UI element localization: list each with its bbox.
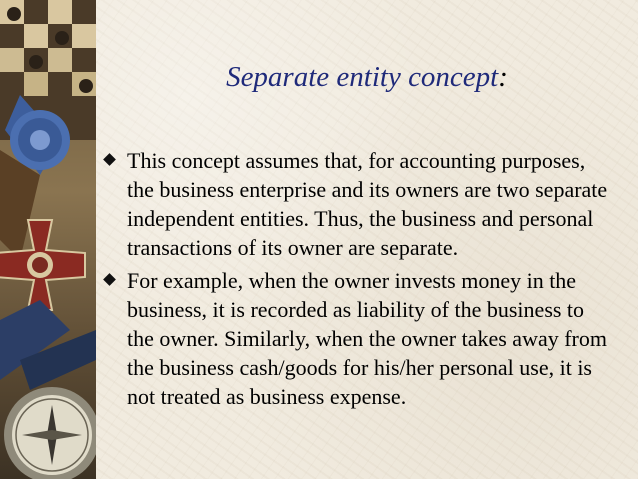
slide-title [96, 60, 638, 94]
diamond-bullet-icon [103, 153, 116, 166]
bullet-item [96, 146, 616, 262]
bullet-list [96, 146, 616, 411]
diamond-bullet-icon [103, 273, 116, 286]
bullet-item [96, 266, 616, 411]
medal-compass-illustration [0, 0, 96, 479]
bullet-text: For example, when the owner invests money in the business, it is recorded as liability of the business to the owner. Similarly, when the owner takes away from the business cash/goods for his/her personal use, it is not treated as business expense. [127, 268, 607, 409]
slide-title-text: Separate entity concept [226, 61, 499, 93]
slide-title-colon: : [498, 61, 508, 93]
bullet-text: This concept assumes that, for accounting purposes, the business enterprise and its owners are two separate independent entities. Thus, the business and personal transactions of its owner are separate. [127, 148, 608, 260]
decorative-sidebar-image [0, 0, 96, 479]
